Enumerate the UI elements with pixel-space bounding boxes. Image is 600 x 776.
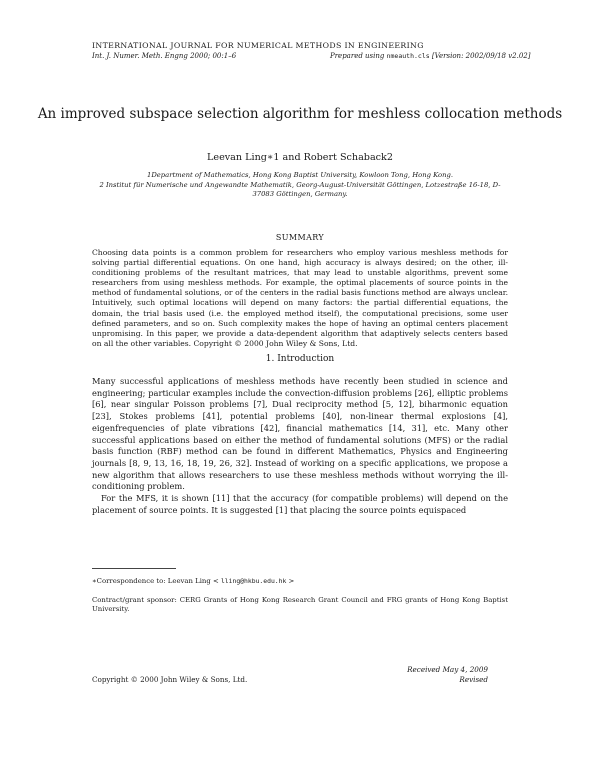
received-date: Received May 4, 2009 [407, 665, 488, 674]
affiliation-1: 1Department of Mathematics, Hong Kong Baptist University, Kowloon Tong, Hong Kong. [147, 171, 453, 179]
summary-heading: SUMMARY [275, 233, 325, 242]
body-text [92, 376, 508, 516]
footnote-correspondence [92, 577, 294, 585]
prepared-prefix: Prepared using [330, 52, 387, 60]
journal-citation: Int. J. Numer. Meth. Engng 2000; 00:1–6 [92, 52, 237, 60]
section-heading: 1. Introduction [265, 354, 335, 364]
revised-label: Revised [459, 675, 488, 684]
footnote-grant: Contract/grant sponsor: CERG Grants of Hong Kong Research Grant Council and FRG grants of Hong Kong Baptist University. [92, 596, 508, 613]
journal-name: INTERNATIONAL JOURNAL FOR NUMERICAL METHODS IN ENGINEERING [92, 41, 424, 50]
correspondence-prefix: ∗Correspondence to: Leevan Ling < [92, 577, 221, 585]
footnote-rule [92, 568, 176, 569]
paper-authors: Leevan Ling∗1 and Robert Schaback2 [207, 152, 393, 163]
correspondence-email[interactable]: lling@hkbu.edu.hk [220, 577, 287, 585]
prepared-class: nmeauth.cls [386, 52, 430, 60]
copyright-notice: Copyright © 2000 John Wiley & Sons, Ltd. [92, 675, 248, 684]
paragraph-1: Many successful applications of meshless methods have recently been studied in science and engineering; particular examples include the convection-diffusion problems [26], elliptic problems [6], near singular Poisson problems [7], Dual reciprocity method [5, 12], biharmonic equation [23], Stokes problems [41], potential problems [40], non-linear thermal explosions [4], eigenfrequencies of plate vibrations [42], financial mathematics [14, 31], etc. Many other successful applications based on either the method of fundamental solutions (MFS) or the radial basis function (RBF) method can be found in different Mathematics, Physics and Engineering journals [8, 9, 13, 16, 18, 19, 26, 32]. Instead of working on a specific applications, we propose a new algorithm that allows researchers to use these meshless methods without worrying the ill-conditioning problem. [92, 376, 508, 492]
affiliation-2: 2 Institut für Numerische und Angewandte Mathematik, Georg-August-Universität Göttingen, Lotzestraße 16-18, D-37083 Göttingen, Germany. [99, 180, 501, 198]
affiliations [92, 171, 508, 200]
paragraph-2: For the MFS, it is shown [11] that the accuracy (for compatible problems) will depend on the placement of source points. It is suggested [1] that placing the source points equispaced [92, 493, 508, 515]
prepared-using [330, 52, 531, 60]
prepared-version: [Version: 2002/09/18 v2.02] [429, 52, 531, 60]
paper-title: An improved subspace selection algorithm for meshless collocation methods [37, 106, 563, 122]
correspondence-suffix: > [286, 577, 295, 585]
abstract-text: Choosing data points is a common problem for researchers who employ various meshless methods for solving partial differential equations. On one hand, high accuracy is always desired; on the other, ill-conditioning problems of the resultant matrices, that may lead to unstable algorithms, prevent some researchers from using meshless methods. For example, the optimal placements of source points in the method of fundamental solutions, or of the centers in the radial basis functions method are always unclear. Intuitively, such optimal locations will depend on many factors: the partial differential equations, the domain, the trial basis used (i.e. the employed method itself), the computational precisions, some user defined parameters, and so on. Such complexity makes the hope of having an optimal centers placement unpromising. In this paper, we provide a data-dependent algorithm that adaptively selects centers based on all the other variables. Copyright © 2000 John Wiley & Sons, Ltd. [92, 248, 508, 348]
